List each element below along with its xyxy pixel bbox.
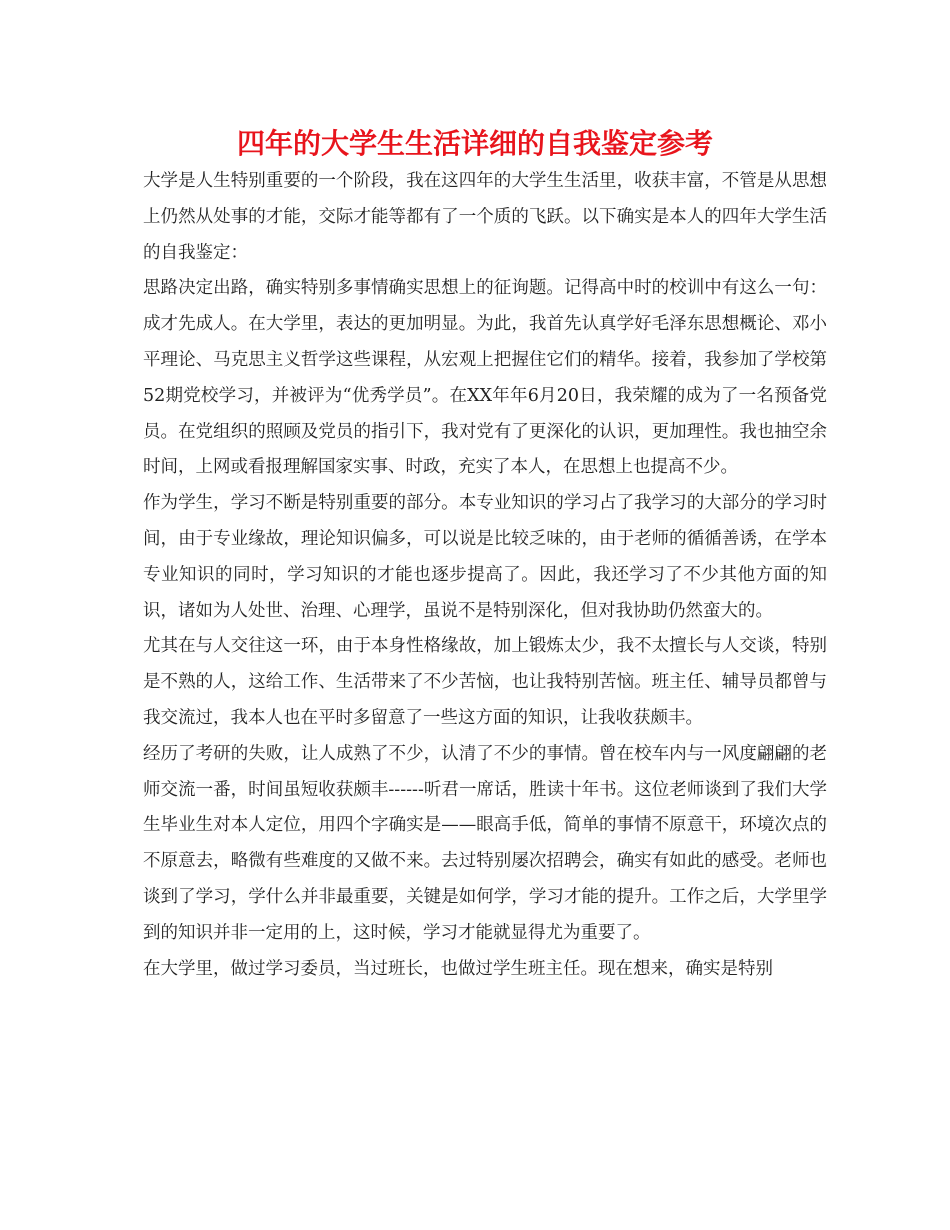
document-title: 四年的大学生生活详细的自我鉴定参考 [236, 127, 713, 160]
paragraph: 在大学里，做过学习委员，当过班长，也做过学生班主任。现在想来，确实是特别 [143, 958, 773, 979]
paragraph: 尤其在与人交往这一环，由于本身性格缘故，加上锻炼太少，我不太擅长与人交谈，特别是不熟的人，这给工作、生活带来了不少苦恼，也让我特别苦恼。班主任、辅导员都曾与我交流过，我本人也在平时多留意了一些这方面的知识，让我收获颇丰。 [143, 636, 827, 728]
document-body [143, 164, 827, 987]
paragraph: 大学是人生特别重要的一个阶段，我在这四年的大学生生活里，收获丰富，不管是从思想上仍然从处事的才能，交际才能等都有了一个质的飞跃。以下确实是本人的四年大学生活的自我鉴定： [143, 171, 827, 263]
paragraph: 作为学生，学习不断是特别重要的部分。本专业知识的学习占了我学习的大部分的学习时间，由于专业缘故，理论知识偏多，可以说是比较乏味的，由于老师的循循善诱，在学本专业知识的同时，学习知识的才能也逐步提高了。因此，我还学习了不少其他方面的知识，诸如为人处世、治理、心理学，虽说不是特别深化，但对我协助仍然蛮大的。 [143, 493, 827, 621]
paragraph: 思路决定出路，确实特别多事情确实思想上的征询题。记得高中时的校训中有这么一句：成才先成人。在大学里，表达的更加明显。为此，我首先认真学好毛泽东思想概论、邓小平理论、马克思主义哲学这些课程，从宏观上把握住它们的精华。接着，我参加了学校第52期党校学习，并被评为“优秀学员”。在XX年年6月20日，我荣耀的成为了一名预备党员。在党组织的照顾及党员的指引下，我对党有了更深化的认识，更加理性。我也抽空余时间，上网或看报理解国家实事、时政，充实了本人，在思想上也提高不少。 [143, 278, 827, 478]
paragraph: 经历了考研的失败，让人成熟了不少，认清了不少的事情。曾在校车内与一风度翩翩的老师交流一番，时间虽短收获颇丰------听君一席话，胜读十年书。这位老师谈到了我们大学生毕业生对本人定位，用四个字确实是——眼高手低，简单的事情不原意干，环境次点的不原意去，略微有些难度的又做不来。去过特别屡次招聘会，确实有如此的感受。老师也谈到了学习，学什么并非最重要，关键是如何学，学习才能的提升。工作之后，大学里学到的知识并非一定用的上，这时候，学习才能就显得尤为重要了。 [143, 743, 827, 943]
